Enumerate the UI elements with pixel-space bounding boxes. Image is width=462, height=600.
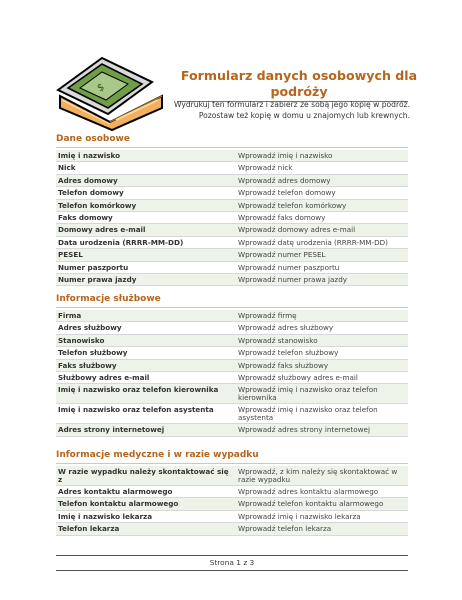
field-value-placeholder[interactable]: Wprowadź adres kontaktu alarmowego [238,487,379,496]
field-value-placeholder[interactable]: Wprowadź telefon domowy [238,188,336,198]
page-footer: Strona 1 z 3 [56,555,408,571]
document-title: Formularz danych osobowych dla podróży [180,68,418,99]
field-label: Domowy adres e-mail [58,225,146,235]
field-value-placeholder[interactable]: Wprowadź telefon lekarza [238,524,332,534]
form-row [56,486,408,498]
field-label: Adres strony internetowej [58,425,165,435]
form-row [56,360,408,372]
field-value-placeholder[interactable]: Wprowadź domowy adres e-mail [238,225,356,235]
rows-medical [56,466,408,536]
field-value-placeholder[interactable]: Wprowadź telefon komórkowy [238,200,347,210]
field-value-placeholder[interactable]: Wprowadź adres domowy [238,175,331,185]
field-label: Faks domowy [58,212,113,222]
form-row [56,162,408,174]
wallet-money-clipart [50,52,170,132]
form-row [56,322,408,334]
field-label: W razie wypadku należy skontaktować się z [58,467,229,484]
field-value-placeholder[interactable]: Wprowadź firmę [238,311,297,320]
form-row [56,424,408,436]
field-value-placeholder[interactable]: Wprowadź służbowy adres e-mail [238,372,358,382]
field-label: Imię i nazwisko lekarza [58,511,153,521]
field-label: Telefon domowy [58,188,124,198]
form-row [56,511,408,523]
field-value-placeholder[interactable]: Wprowadź numer prawa jazdy [238,274,348,284]
field-value-placeholder[interactable]: Wprowadź imię i nazwisko lekarza [238,511,361,521]
section-medical [56,449,408,536]
form-row [56,384,408,404]
field-label: Imię i nazwisko [58,151,121,160]
form-row [56,523,408,535]
field-value-placeholder[interactable]: Wprowadź imię i nazwisko oraz telefon kierownika [238,385,378,403]
field-value-placeholder[interactable]: Wprowadź numer paszportu [238,262,340,272]
field-label: Imię i nazwisko oraz telefon kierownika [58,385,219,395]
field-value-placeholder[interactable]: Wprowadź imię i nazwisko oraz telefon asystenta [238,405,378,423]
field-value-placeholder[interactable]: Wprowadź datę urodzenia (RRRR-MM-DD) [238,237,388,247]
field-value-placeholder[interactable]: Wprowadź faks domowy [238,212,326,222]
rows-business [56,310,408,437]
field-label: Telefon lekarza [58,524,120,534]
form-row [56,498,408,510]
form-row [56,237,408,249]
field-label: Adres kontaktu alarmowego [58,487,173,496]
form-row [56,150,408,162]
field-label: Firma [58,311,82,320]
field-value-placeholder[interactable]: Wprowadź adres służbowy [238,323,334,333]
section-title: Dane osobowe [56,133,408,148]
section-title: Informacje medyczne i w razie wypadku [56,449,408,464]
field-value-placeholder[interactable]: Wprowadź numer PESEL [238,250,326,260]
section-business [56,293,408,437]
form-row [56,310,408,322]
form-row [56,224,408,236]
form-row [56,335,408,347]
field-value-placeholder[interactable]: Wprowadź adres strony internetowej [238,425,370,435]
field-label: Adres domowy [58,175,118,185]
form-row [56,200,408,212]
field-label: Stanowisko [58,335,105,345]
field-label: Służbowy adres e-mail [58,372,150,382]
field-value-placeholder[interactable]: Wprowadź telefon służbowy [238,348,339,358]
form-row [56,262,408,274]
section-title: Informacje służbowe [56,293,408,308]
form-row [56,347,408,359]
form-row [56,404,408,424]
form-row [56,372,408,384]
field-value-placeholder[interactable]: Wprowadź telefon kontaktu alarmowego [238,499,384,509]
field-value-placeholder[interactable]: Wprowadź nick [238,163,293,173]
form-row [56,187,408,199]
field-value-placeholder[interactable]: Wprowadź, z kim należy się skontaktować w razie wypadku [238,467,398,484]
form-row [56,466,408,486]
field-label: Telefon służbowy [58,348,128,358]
field-label: Adres służbowy [58,323,122,333]
field-label: Telefon komórkowy [58,200,137,210]
field-label: Numer paszportu [58,262,129,272]
field-value-placeholder[interactable]: Wprowadź imię i nazwisko [238,151,333,160]
form-row [56,212,408,224]
field-label: Numer prawa jazdy [58,274,137,284]
form-row [56,249,408,261]
field-label: PESEL [58,250,83,260]
form-row [56,274,408,286]
field-value-placeholder[interactable]: Wprowadź faks służbowy [238,360,329,370]
field-label: Data urodzenia (RRRR-MM-DD) [58,237,184,247]
field-label: Imię i nazwisko oraz telefon asystenta [58,405,214,415]
field-label: Telefon kontaktu alarmowego [58,499,179,509]
field-label: Faks służbowy [58,360,117,370]
field-label: Nick [58,163,76,173]
form-row [56,175,408,187]
rows-personal [56,150,408,286]
section-personal [56,133,408,286]
svg-text:$: $ [95,81,107,95]
field-value-placeholder[interactable]: Wprowadź stanowisko [238,335,318,345]
intro-text: Wydrukuj ten formularz i zabierz ze sobą jego kopię w podróż. Pozostaw też kopię w domu u znajomych lub krewnych. [173,100,410,120]
